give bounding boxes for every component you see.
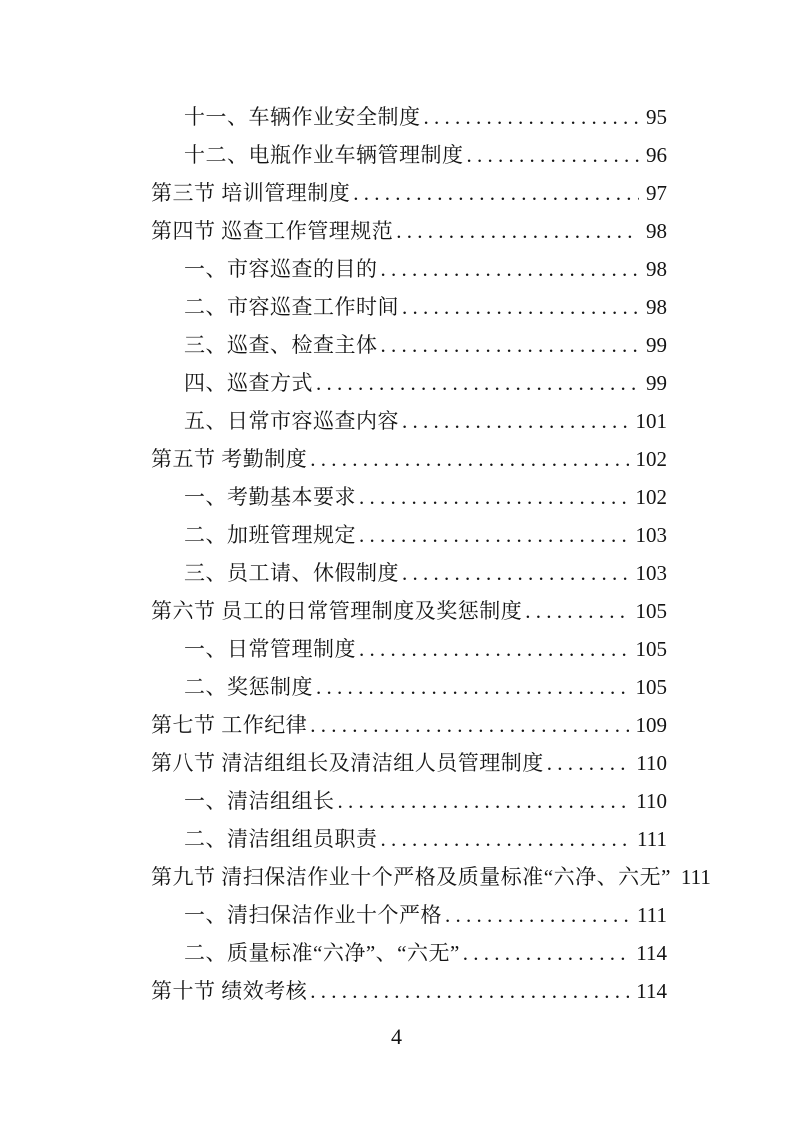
toc-entry[interactable] <box>0 440 667 478</box>
toc-entry-page-number: 99 <box>646 371 667 395</box>
toc-entry-title: 第三节 培训管理制度 <box>151 181 351 205</box>
toc-dot-leader <box>402 288 639 326</box>
toc-dot-leader <box>424 98 640 136</box>
toc-entry-title: 一、日常管理制度 <box>184 637 356 661</box>
toc-dot-leader <box>525 592 628 630</box>
toc-entry-title: 二、清洁组组员职责 <box>184 827 378 851</box>
toc-dot-leader <box>359 516 629 554</box>
toc-entry[interactable] <box>0 744 667 782</box>
toc-entry-title: 第八节 清洁组组长及清洁组人员管理制度 <box>151 751 544 775</box>
toc-entry-page-number: 109 <box>635 713 667 737</box>
toc-dot-leader <box>547 744 630 782</box>
toc-dot-leader <box>467 136 640 174</box>
toc-entry[interactable] <box>0 326 667 364</box>
toc-entry[interactable] <box>0 212 667 250</box>
toc-entry-page-number: 102 <box>635 447 667 471</box>
toc-entry[interactable] <box>0 516 667 554</box>
toc-dot-leader <box>316 668 629 706</box>
toc-entry-title: 第五节 考勤制度 <box>151 447 308 471</box>
toc-dot-leader <box>463 934 629 972</box>
toc-entry-title: 四、巡查方式 <box>184 371 313 395</box>
toc-entry[interactable] <box>0 136 667 174</box>
toc-entry-title: 二、奖惩制度 <box>184 675 313 699</box>
toc-entry-title: 第十节 绩效考核 <box>151 979 308 1003</box>
toc-dot-leader <box>310 972 629 1010</box>
toc-entry-page-number: 96 <box>646 143 667 167</box>
toc-entry-title: 一、市容巡查的目的 <box>184 257 378 281</box>
toc-entry[interactable] <box>0 782 667 820</box>
toc-entry[interactable] <box>0 630 667 668</box>
toc-entry-title: 三、员工请、休假制度 <box>184 561 399 585</box>
toc-dot-leader <box>359 630 629 668</box>
toc-entry[interactable] <box>0 288 667 326</box>
toc-entry[interactable] <box>0 98 667 136</box>
toc-entry[interactable] <box>0 554 667 592</box>
toc-entry-page-number: 110 <box>636 789 667 813</box>
toc-entry-page-number: 105 <box>635 599 667 623</box>
toc-entry-page-number: 105 <box>635 675 667 699</box>
toc-entry-title: 一、考勤基本要求 <box>184 485 356 509</box>
toc-entry-page-number: 103 <box>635 561 667 585</box>
toc-dot-leader <box>381 820 631 858</box>
toc-entry[interactable] <box>0 364 667 402</box>
toc-entry[interactable] <box>0 858 711 896</box>
toc-entry-title: 五、日常市容巡查内容 <box>184 409 399 433</box>
toc-entry-title: 二、市容巡查工作时间 <box>184 295 399 319</box>
toc-dot-leader <box>402 554 629 592</box>
toc-entry-page-number: 102 <box>635 485 667 509</box>
toc-entry[interactable] <box>0 592 667 630</box>
toc-entry-title: 第四节 巡查工作管理规范 <box>151 219 394 243</box>
table-of-contents <box>0 98 711 1010</box>
toc-entry-page-number: 98 <box>646 295 667 319</box>
toc-entry-page-number: 98 <box>646 219 667 243</box>
toc-entry-page-number: 114 <box>636 941 667 965</box>
toc-dot-leader <box>316 364 639 402</box>
toc-dot-leader <box>338 782 630 820</box>
toc-dot-leader <box>445 896 630 934</box>
footer-page-number: 4 <box>391 1024 402 1049</box>
toc-entry-page-number: 110 <box>636 751 667 775</box>
toc-dot-leader <box>310 706 628 744</box>
toc-entry-title: 三、巡查、检查主体 <box>184 333 378 357</box>
toc-entry[interactable] <box>0 174 667 212</box>
toc-dot-leader <box>353 174 639 212</box>
toc-entry[interactable] <box>0 972 667 1010</box>
toc-entry[interactable] <box>0 250 667 288</box>
toc-dot-leader <box>310 440 628 478</box>
toc-entry-page-number: 97 <box>646 181 667 205</box>
toc-entry-page-number: 103 <box>635 523 667 547</box>
toc-entry-title: 十一、车辆作业安全制度 <box>184 105 421 129</box>
toc-entry-page-number: 99 <box>646 333 667 357</box>
toc-entry-title: 二、加班管理规定 <box>184 523 356 547</box>
toc-dot-leader <box>396 212 639 250</box>
toc-entry-title: 第七节 工作纪律 <box>151 713 308 737</box>
toc-entry-title: 一、清洁组组长 <box>184 789 335 813</box>
toc-dot-leader <box>381 326 640 364</box>
page-footer <box>0 1023 793 1051</box>
toc-entry[interactable] <box>0 706 667 744</box>
toc-entry-page-number: 98 <box>646 257 667 281</box>
toc-entry-page-number: 101 <box>635 409 667 433</box>
toc-entry[interactable] <box>0 478 667 516</box>
toc-entry-title: 一、清扫保洁作业十个严格 <box>184 903 442 927</box>
toc-entry-page-number: 95 <box>646 105 667 129</box>
toc-entry-title: 第九节 清扫保洁作业十个严格及质量标准“六净、六无” <box>151 865 671 889</box>
toc-entry-page-number: 111 <box>637 903 667 927</box>
toc-entry[interactable] <box>0 934 667 972</box>
toc-entry-page-number: 105 <box>635 637 667 661</box>
toc-entry-page-number: 111 <box>637 827 667 851</box>
toc-entry-title: 第六节 员工的日常管理制度及奖惩制度 <box>151 599 523 623</box>
toc-entry[interactable] <box>0 402 667 440</box>
toc-entry-page-number: 111 <box>680 865 711 889</box>
toc-entry[interactable] <box>0 820 667 858</box>
toc-dot-leader <box>381 250 640 288</box>
toc-entry[interactable] <box>0 896 667 934</box>
toc-entry-page-number: 114 <box>636 979 667 1003</box>
toc-dot-leader <box>402 402 629 440</box>
toc-entry-title: 十二、电瓶作业车辆管理制度 <box>184 143 464 167</box>
toc-entry[interactable] <box>0 668 667 706</box>
toc-dot-leader <box>359 478 629 516</box>
toc-entry-title: 二、质量标准“六净”、“六无” <box>184 941 460 965</box>
